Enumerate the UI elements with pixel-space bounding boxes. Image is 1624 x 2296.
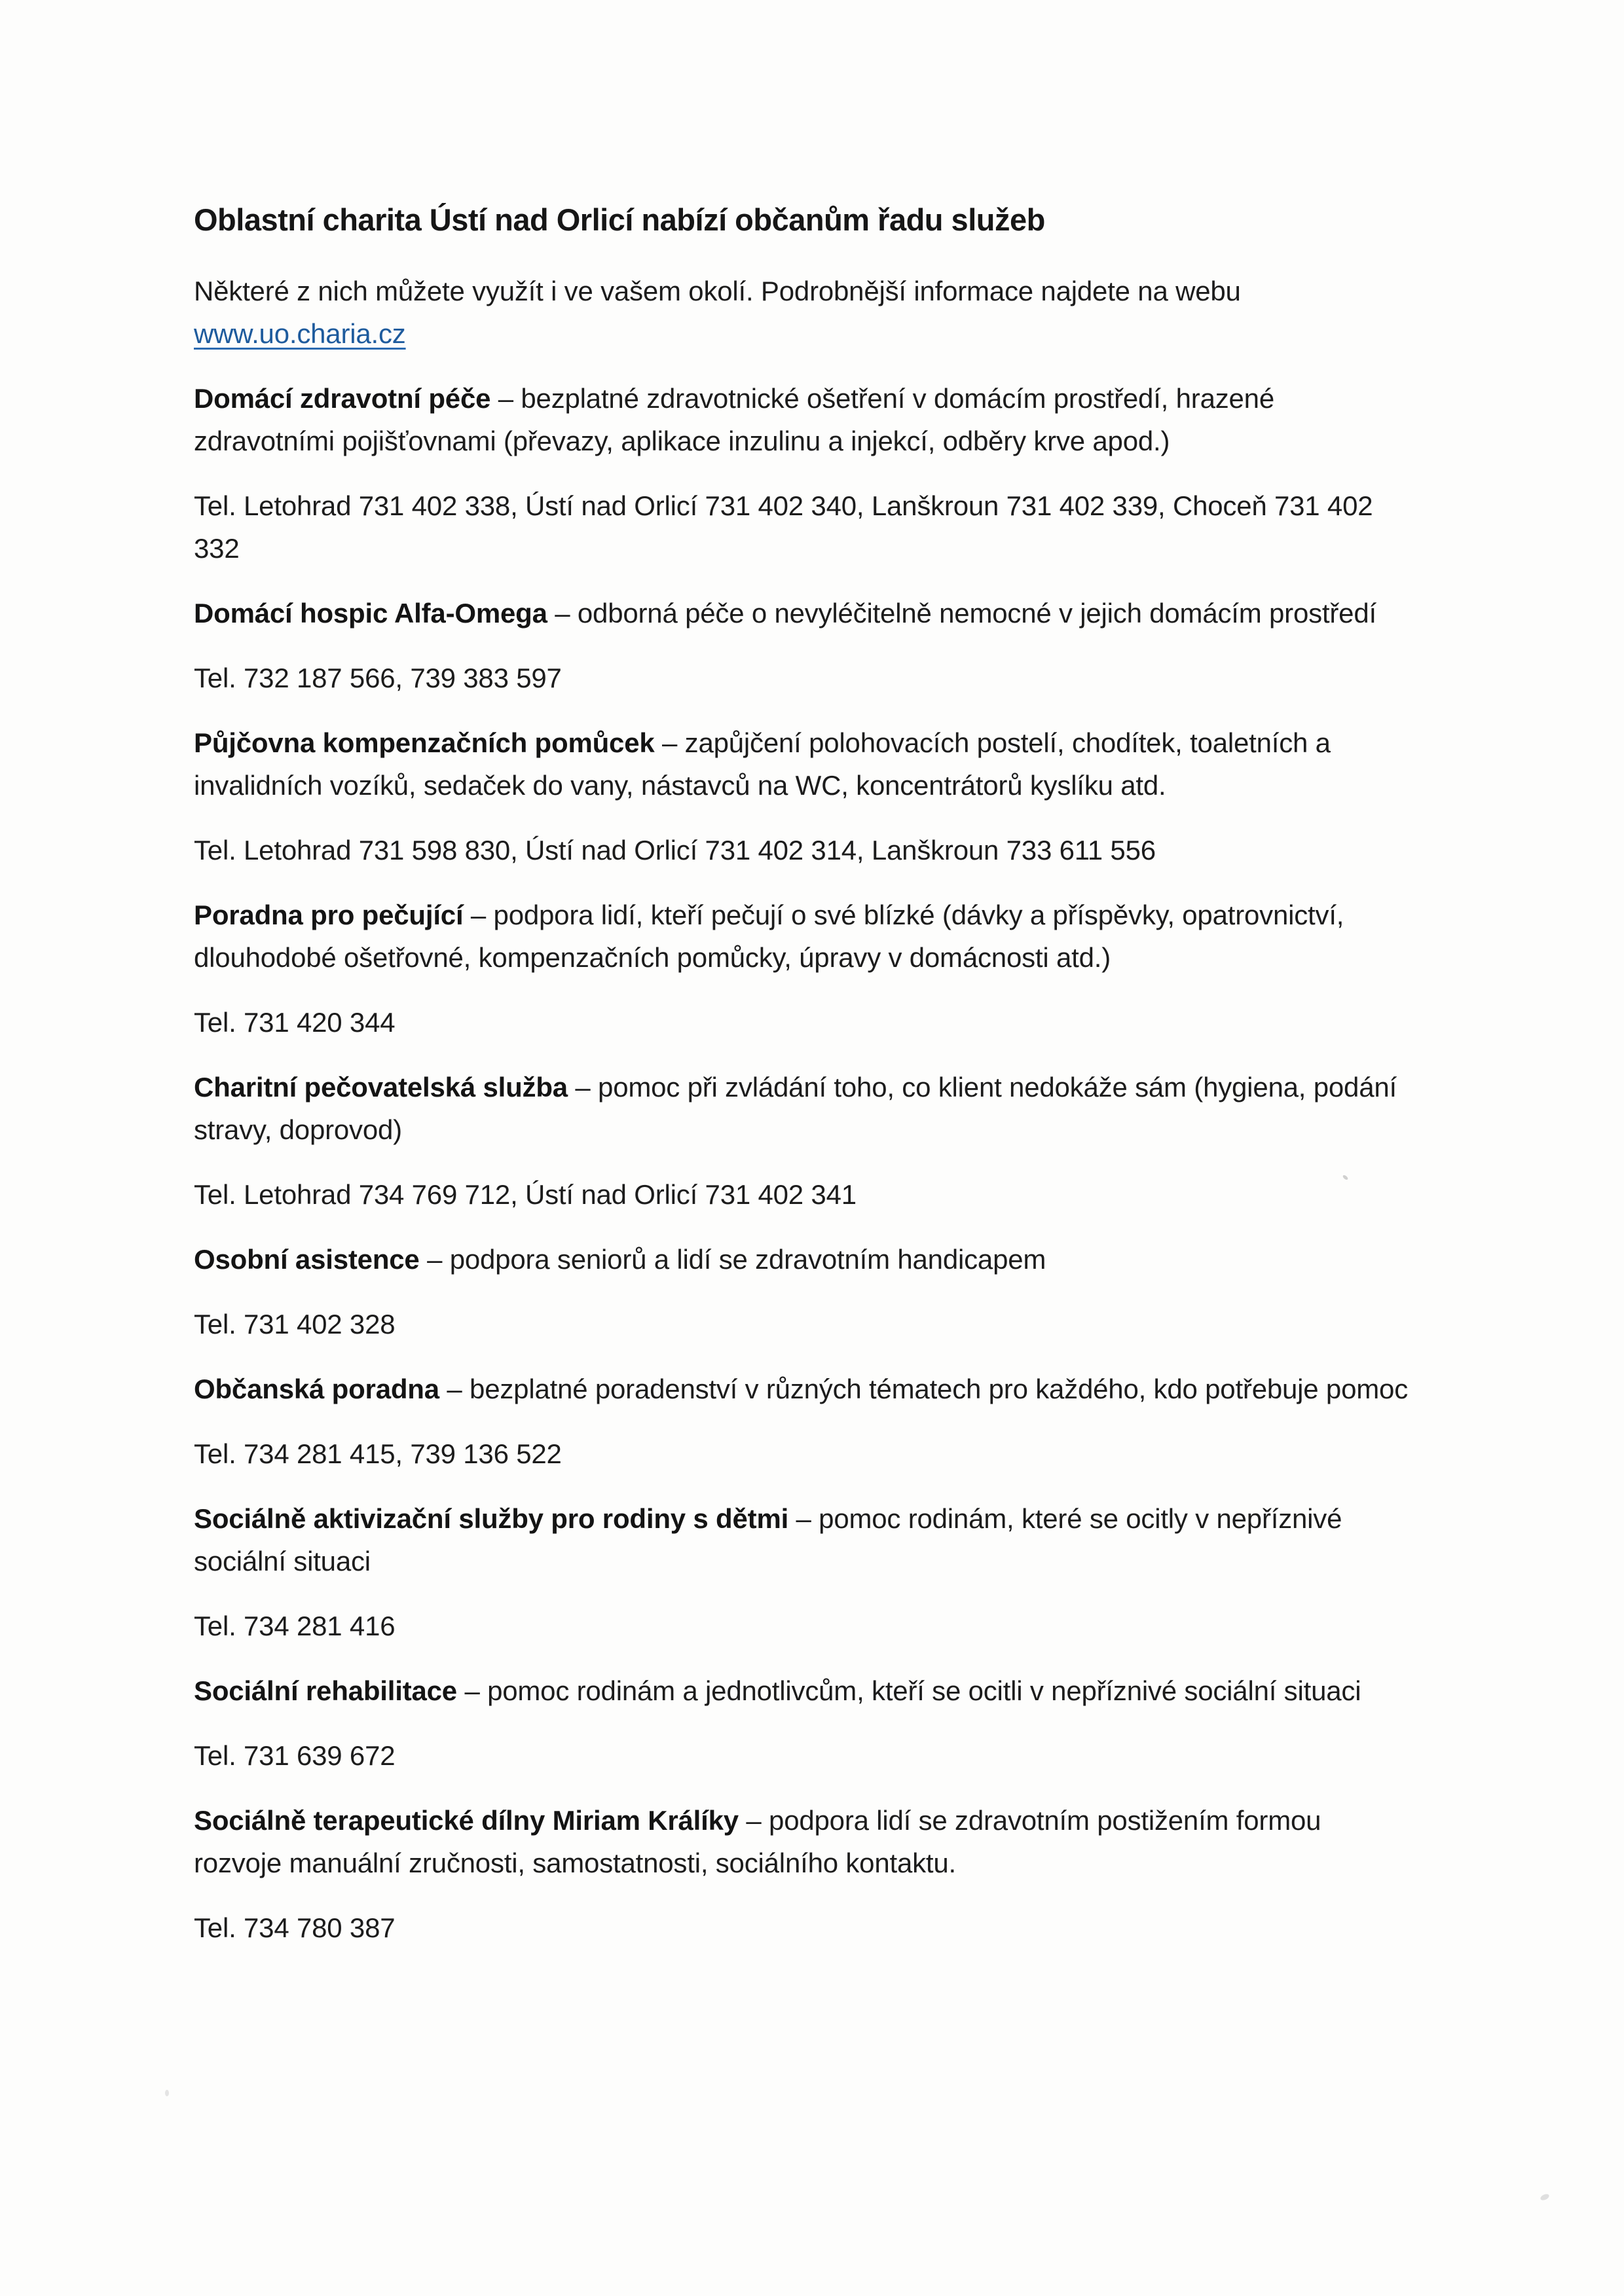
website-link[interactable]: www.uo.charia.cz	[194, 318, 406, 349]
service-section	[194, 377, 1412, 570]
dash-separator: –	[463, 900, 494, 930]
service-paragraph	[194, 1497, 1412, 1582]
dash-separator: –	[654, 727, 685, 758]
dash-separator: –	[788, 1503, 819, 1534]
service-section	[194, 1368, 1412, 1475]
service-paragraph	[194, 721, 1412, 807]
dash-separator: –	[547, 598, 578, 629]
scan-noise-speck	[1540, 2193, 1550, 2201]
service-description: podpora lidí se zdravotním postižením formou rozvoje manuální zručnosti, samostatnosti, sociálního kontaktu.	[194, 1805, 1321, 1878]
service-section	[194, 1066, 1412, 1216]
service-name: Půjčovna kompenzačních pomůcek	[194, 727, 655, 758]
services-list	[194, 377, 1412, 1949]
service-name: Sociální rehabilitace	[194, 1675, 457, 1706]
service-paragraph	[194, 894, 1412, 979]
dash-separator: –	[456, 1675, 488, 1706]
service-section	[194, 1497, 1412, 1647]
service-name: Poradna pro pečující	[194, 900, 464, 930]
service-phone: Tel. Letohrad 731 402 338, Ústí nad Orlicí 731 402 340, Lanškroun 731 402 339, Choceň 731 402 332	[194, 490, 1373, 564]
page-title: Oblastní charita Ústí nad Orlicí nabízí občanům řadu služeb	[194, 202, 1045, 237]
service-description: podpora lidí, kteří pečují o své blízké (dávky a příspěvky, opatrovnictví, dlouhodobé ošetřovné, kompenzačních pomůcky, úpravy v domácnosti atd.)	[194, 900, 1344, 973]
service-section	[194, 1669, 1412, 1777]
service-phone: Tel. 734 281 416	[194, 1611, 396, 1641]
service-paragraph	[194, 592, 1412, 634]
service-name: Sociálně aktivizační služby pro rodiny s dětmi	[194, 1503, 789, 1534]
service-paragraph	[194, 1669, 1412, 1712]
service-paragraph	[194, 1238, 1412, 1281]
service-paragraph	[194, 1368, 1412, 1410]
intro-text: Některé z nich můžete využít i ve vašem okolí. Podrobnější informace najdete na webu	[194, 276, 1241, 306]
service-name: Osobní asistence	[194, 1244, 420, 1275]
service-phone: Tel. 731 639 672	[194, 1740, 396, 1771]
dash-separator: –	[419, 1244, 450, 1275]
dash-separator: –	[439, 1374, 470, 1404]
service-phone: Tel. 731 420 344	[194, 1007, 396, 1038]
service-description: pomoc rodinám a jednotlivcům, kteří se ocitli v nepříznivé sociální situaci	[487, 1675, 1361, 1706]
service-description: bezplatné zdravotnické ošetření v domácím prostředí, hrazené zdravotními pojišťovnami (převazy, aplikace inzulinu a injekcí, odběry krve apod.)	[194, 383, 1274, 456]
service-name: Občanská poradna	[194, 1374, 439, 1404]
service-paragraph	[194, 1799, 1412, 1884]
service-section	[194, 1238, 1412, 1345]
scan-noise-speck	[165, 2090, 169, 2096]
service-name: Domácí hospic Alfa-Omega	[194, 598, 547, 629]
dash-separator: –	[738, 1805, 769, 1836]
service-section	[194, 721, 1412, 871]
service-name: Domácí zdravotní péče	[194, 383, 491, 414]
service-section	[194, 592, 1412, 699]
service-description: odborná péče o nevyléčitelně nemocné v jejich domácím prostředí	[577, 598, 1376, 629]
service-description: bezplatné poradenství v různých tématech pro každého, kdo potřebuje pomoc	[470, 1374, 1408, 1404]
service-phone: Tel. 734 780 387	[194, 1912, 396, 1943]
service-phone: Tel. 731 402 328	[194, 1309, 396, 1339]
service-description: zapůjčení polohovacích postelí, chodítek, toaletních a invalidních vozíků, sedaček do vany, nástavců na WC, koncentrátorů kyslíku atd.	[194, 727, 1331, 801]
service-name: Charitní pečovatelská služba	[194, 1072, 568, 1102]
service-phone: Tel. 732 187 566, 739 383 597	[194, 663, 562, 693]
dash-separator: –	[567, 1072, 599, 1102]
intro-paragraph	[194, 270, 1412, 355]
service-phone: Tel. Letohrad 731 598 830, Ústí nad Orlicí 731 402 314, Lanškroun 733 611 556	[194, 835, 1156, 866]
service-section	[194, 894, 1412, 1044]
service-paragraph	[194, 1066, 1412, 1151]
service-description: podpora seniorů a lidí se zdravotním handicapem	[449, 1244, 1046, 1275]
dash-separator: –	[490, 383, 521, 414]
service-phone: Tel. Letohrad 734 769 712, Ústí nad Orlicí 731 402 341	[194, 1179, 857, 1210]
service-paragraph	[194, 377, 1412, 462]
service-description: pomoc při zvládání toho, co klient nedokáže sám (hygiena, podání stravy, doprovod)	[194, 1072, 1397, 1145]
service-name: Sociálně terapeutické dílny Miriam Králíky	[194, 1805, 739, 1836]
service-phone: Tel. 734 281 415, 739 136 522	[194, 1438, 562, 1469]
service-description: pomoc rodinám, které se ocitly v nepříznivé sociální situaci	[194, 1503, 1342, 1576]
service-section	[194, 1799, 1412, 1949]
